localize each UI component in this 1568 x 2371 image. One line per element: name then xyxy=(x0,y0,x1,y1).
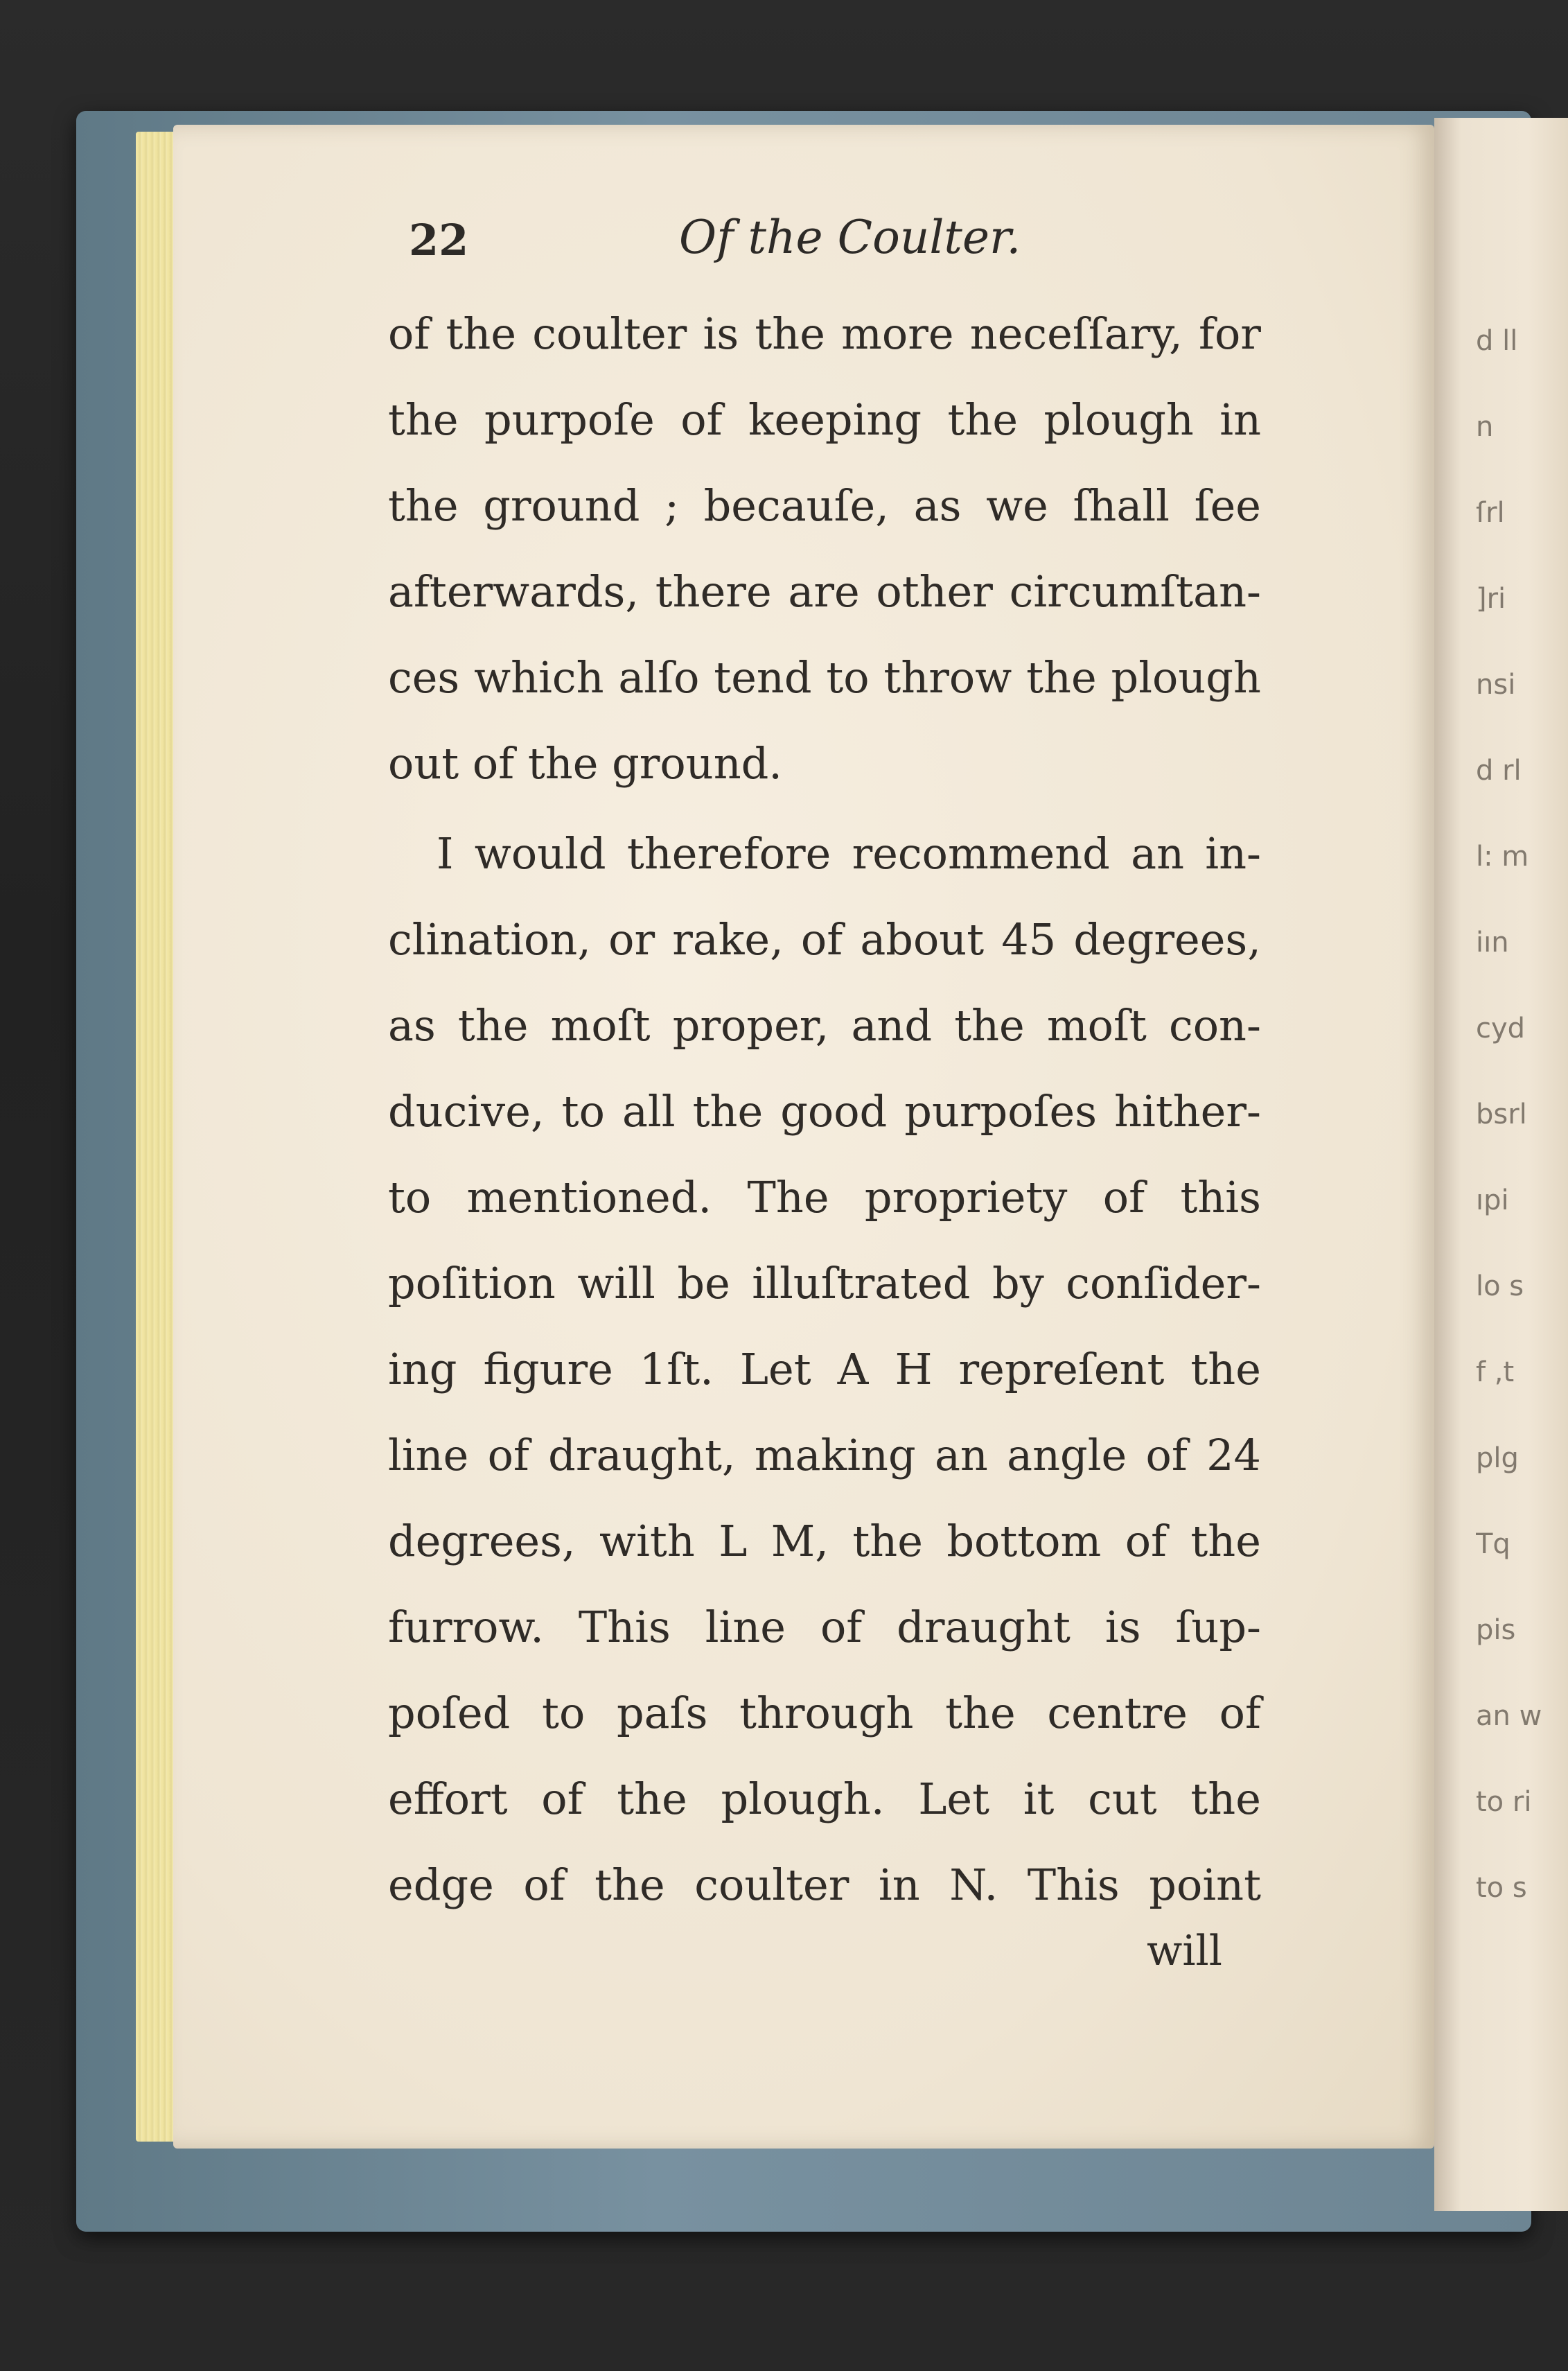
word: through xyxy=(739,1688,914,1738)
word: and xyxy=(851,1000,933,1051)
word: angle xyxy=(1007,1430,1127,1480)
word: keeping xyxy=(748,394,922,445)
word: the xyxy=(1190,1774,1261,1824)
word: becauſe, xyxy=(703,480,889,531)
word: plough xyxy=(1043,394,1194,445)
word: to xyxy=(388,1172,432,1223)
word: the xyxy=(1190,1344,1261,1394)
word: the xyxy=(446,308,517,359)
word: an xyxy=(934,1430,988,1480)
word: ſup- xyxy=(1175,1602,1261,1652)
facing-fragment: d ll xyxy=(1476,325,1518,357)
text-line xyxy=(388,1241,1261,1327)
word: in xyxy=(878,1860,920,1910)
word: poſed xyxy=(388,1688,511,1738)
word: making xyxy=(754,1430,916,1480)
word: would xyxy=(474,828,606,879)
word: illuſtrated xyxy=(752,1258,971,1309)
word: to xyxy=(561,1086,605,1137)
word: we xyxy=(986,480,1048,531)
word: 1ſt. xyxy=(639,1344,714,1394)
facing-fragment: l: m xyxy=(1476,841,1529,873)
word: Let xyxy=(739,1344,811,1394)
text-line xyxy=(388,463,1261,549)
word: 45 xyxy=(1001,914,1057,965)
facing-fragment: ſrl xyxy=(1476,497,1505,529)
word: moſt xyxy=(550,1000,651,1051)
word: of xyxy=(541,1774,583,1824)
facing-fragment: pis xyxy=(1476,1614,1516,1646)
word: this xyxy=(1180,1172,1261,1223)
word: to xyxy=(826,652,870,703)
text-line xyxy=(388,549,1261,635)
text-line xyxy=(388,983,1261,1069)
facing-fragment: plg xyxy=(1476,1442,1519,1474)
word: Let xyxy=(918,1774,990,1824)
word: an xyxy=(1131,828,1185,879)
text-line xyxy=(388,1756,1261,1842)
word: tend xyxy=(714,652,812,703)
word: ces xyxy=(388,652,460,703)
word: other xyxy=(876,566,993,617)
text-line xyxy=(388,1069,1261,1155)
text-line: out of the ground. xyxy=(388,738,783,789)
text-line xyxy=(388,377,1261,463)
word: the xyxy=(692,1086,764,1137)
word: proper, xyxy=(672,1000,829,1051)
word: circumſtan- xyxy=(1009,566,1261,617)
word: ducive, xyxy=(388,1086,545,1137)
word: of xyxy=(523,1860,565,1910)
facing-fragment: to s xyxy=(1476,1872,1527,1904)
word: it xyxy=(1023,1774,1055,1824)
word: plough. xyxy=(721,1774,885,1824)
word: ground xyxy=(483,480,640,531)
word: the xyxy=(755,308,825,359)
word: of xyxy=(487,1430,529,1480)
word: of xyxy=(820,1602,863,1652)
word: the xyxy=(388,480,459,531)
word: of xyxy=(680,394,723,445)
facing-fragment: bsrl xyxy=(1476,1099,1527,1130)
word: of xyxy=(1145,1430,1188,1480)
word: all xyxy=(622,1086,676,1137)
word: to xyxy=(542,1688,585,1738)
text-line xyxy=(388,635,1261,721)
word: mentioned. xyxy=(466,1172,712,1223)
word: in xyxy=(1219,394,1261,445)
word: H xyxy=(895,1344,933,1394)
word: throw xyxy=(883,652,1012,703)
word: moſt xyxy=(1046,1000,1147,1051)
word: purpoſe xyxy=(484,394,655,445)
page-edges xyxy=(136,132,177,2142)
word: by xyxy=(992,1258,1044,1309)
word: point xyxy=(1149,1860,1261,1910)
word: coulter xyxy=(532,308,687,359)
word: furrow. xyxy=(388,1602,544,1652)
word: plough xyxy=(1111,652,1261,703)
facing-fragment: cyd xyxy=(1476,1013,1526,1044)
word: is xyxy=(703,308,739,359)
word: about xyxy=(860,914,985,965)
text-line xyxy=(388,1670,1261,1756)
word: N. xyxy=(949,1860,998,1910)
word: A xyxy=(837,1344,869,1394)
word: the xyxy=(388,394,459,445)
word: be xyxy=(677,1258,730,1309)
word: repreſent xyxy=(958,1344,1165,1394)
word: hither- xyxy=(1114,1086,1261,1137)
facing-page-text xyxy=(1476,298,1559,2100)
facing-fragment: to ri xyxy=(1476,1786,1532,1818)
word: ſhall xyxy=(1073,480,1170,531)
word: the xyxy=(1190,1516,1261,1566)
word: therefore xyxy=(626,828,831,879)
word: or xyxy=(608,914,655,965)
word: cut xyxy=(1088,1774,1157,1824)
facing-fragment: f ,t xyxy=(1476,1356,1515,1388)
facing-fragment: an w xyxy=(1476,1700,1542,1732)
word: figure xyxy=(483,1344,613,1394)
word: of xyxy=(1102,1172,1145,1223)
page-header xyxy=(409,208,1289,284)
word: coulter xyxy=(694,1860,849,1910)
word: edge xyxy=(388,1860,494,1910)
word: alſo xyxy=(618,652,700,703)
word: draught, xyxy=(548,1430,736,1480)
word: degrees, xyxy=(1073,914,1261,965)
word: of xyxy=(1219,1688,1261,1738)
word: of xyxy=(388,308,430,359)
word: bottom xyxy=(946,1516,1102,1566)
facing-fragment: nsi xyxy=(1476,669,1516,701)
facing-fragment: Tq xyxy=(1476,1528,1510,1560)
word: 24 xyxy=(1206,1430,1261,1480)
facing-fragment: ıpi xyxy=(1476,1184,1509,1216)
facing-fragment: lo s xyxy=(1476,1270,1524,1302)
word: paſs xyxy=(616,1688,708,1738)
text-line xyxy=(388,897,1261,983)
word: ſee xyxy=(1194,480,1261,531)
word: the xyxy=(954,1000,1025,1051)
word: M, xyxy=(770,1516,829,1566)
word: clination, xyxy=(388,914,591,965)
word: there xyxy=(655,566,772,617)
word: This xyxy=(578,1602,671,1652)
word: more xyxy=(841,308,954,359)
word: which xyxy=(474,652,604,703)
word: neceſſary, xyxy=(969,308,1183,359)
word: con- xyxy=(1169,1000,1261,1051)
word: effort xyxy=(388,1774,508,1824)
word: as xyxy=(913,480,962,531)
word: the xyxy=(457,1000,529,1051)
text-line xyxy=(388,1412,1261,1498)
word: conſider- xyxy=(1066,1258,1261,1309)
word: centre xyxy=(1047,1688,1188,1738)
facing-fragment: d rl xyxy=(1476,755,1522,787)
facing-fragment: n xyxy=(1476,411,1494,443)
word: are xyxy=(788,566,860,617)
word: The xyxy=(747,1172,829,1223)
word: the xyxy=(1026,652,1097,703)
text-line xyxy=(388,1584,1261,1670)
word: is xyxy=(1104,1602,1141,1652)
word: will xyxy=(577,1258,655,1309)
word: the xyxy=(947,394,1019,445)
text-line xyxy=(388,1327,1261,1412)
word: afterwards, xyxy=(388,566,640,617)
word: degrees, xyxy=(388,1516,576,1566)
text-line xyxy=(388,811,1261,897)
word: ; xyxy=(664,480,679,531)
word: ing xyxy=(388,1344,457,1394)
word: in- xyxy=(1205,828,1261,879)
running-head: Of the Coulter. xyxy=(679,211,1021,264)
word: rake, xyxy=(672,914,784,965)
word: purpoſes xyxy=(904,1086,1098,1137)
word: with xyxy=(599,1516,695,1566)
word: the xyxy=(852,1516,923,1566)
word: line xyxy=(705,1602,786,1652)
body-text xyxy=(388,291,1261,1928)
word: the xyxy=(945,1688,1016,1738)
word: for xyxy=(1199,308,1261,359)
word: recommend xyxy=(852,828,1110,879)
facing-fragment: iın xyxy=(1476,927,1509,959)
word: good xyxy=(780,1086,888,1137)
word: line xyxy=(388,1430,469,1480)
text-line xyxy=(388,1155,1261,1241)
word: as xyxy=(388,1000,436,1051)
word: I xyxy=(437,828,454,879)
word: the xyxy=(594,1860,665,1910)
word: of xyxy=(1125,1516,1167,1566)
catchword: will xyxy=(1147,1927,1222,1975)
word: poſition xyxy=(388,1258,556,1309)
word: draught xyxy=(897,1602,1071,1652)
word: This xyxy=(1027,1860,1120,1910)
word: L xyxy=(719,1516,748,1566)
word: propriety xyxy=(864,1172,1068,1223)
text-line xyxy=(388,291,1261,377)
word: of xyxy=(800,914,843,965)
text-line xyxy=(388,1498,1261,1584)
page-number: 22 xyxy=(409,215,469,265)
text-line xyxy=(388,1842,1261,1928)
facing-fragment: ]ri xyxy=(1476,583,1506,615)
word: the xyxy=(617,1774,687,1824)
